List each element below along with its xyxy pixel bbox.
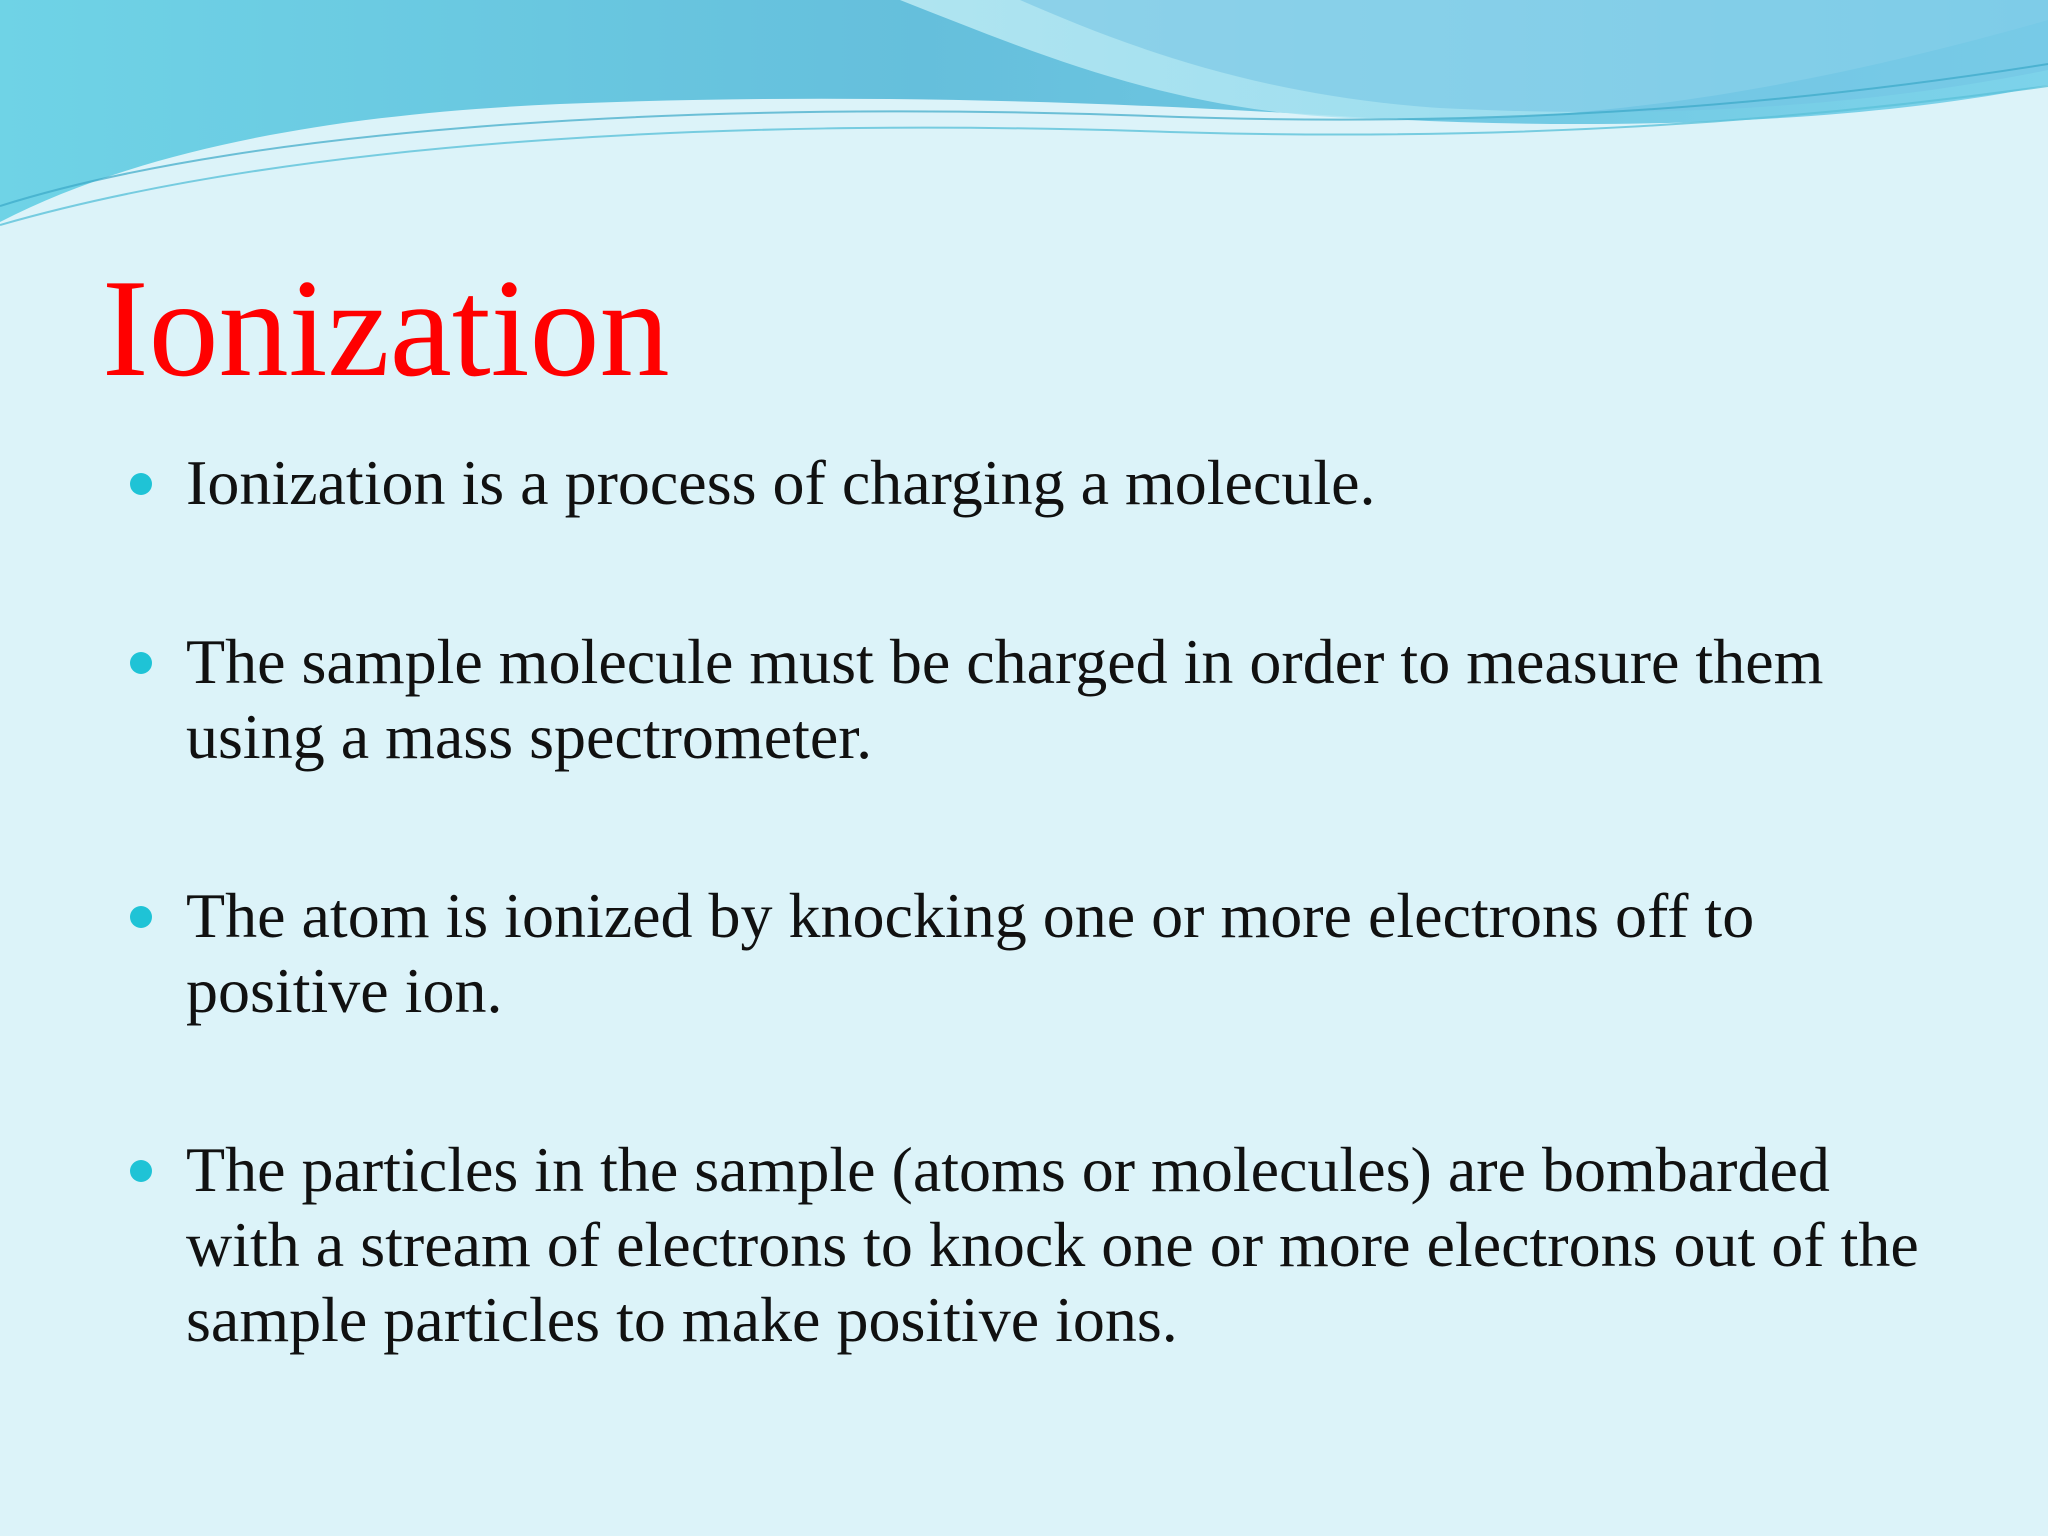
header-wave-decoration xyxy=(0,0,2048,260)
bullet-marker-icon xyxy=(130,652,152,674)
bullet-marker-icon xyxy=(130,473,152,495)
bullet-list xyxy=(130,445,1930,1357)
bullet-item xyxy=(130,1132,1930,1357)
bullet-text: The particles in the sample (atoms or molecules) are bombarded with a stream of electrons to knock one or more electrons out of the sample particles to make positive ions. xyxy=(186,1134,1919,1355)
bullet-item xyxy=(130,878,1930,1028)
bullet-marker-icon xyxy=(130,1160,152,1182)
slide-title: Ionization xyxy=(102,251,670,406)
bullet-item xyxy=(130,624,1930,774)
bullet-item xyxy=(130,445,1930,520)
bullet-text: Ionization is a process of charging a molecule. xyxy=(186,447,1376,518)
bullet-text: The atom is ionized by knocking one or more electrons off to positive ion. xyxy=(186,880,1755,1026)
bullet-marker-icon xyxy=(130,906,152,928)
bullet-text: The sample molecule must be charged in order to measure them using a mass spectrometer. xyxy=(186,626,1824,772)
